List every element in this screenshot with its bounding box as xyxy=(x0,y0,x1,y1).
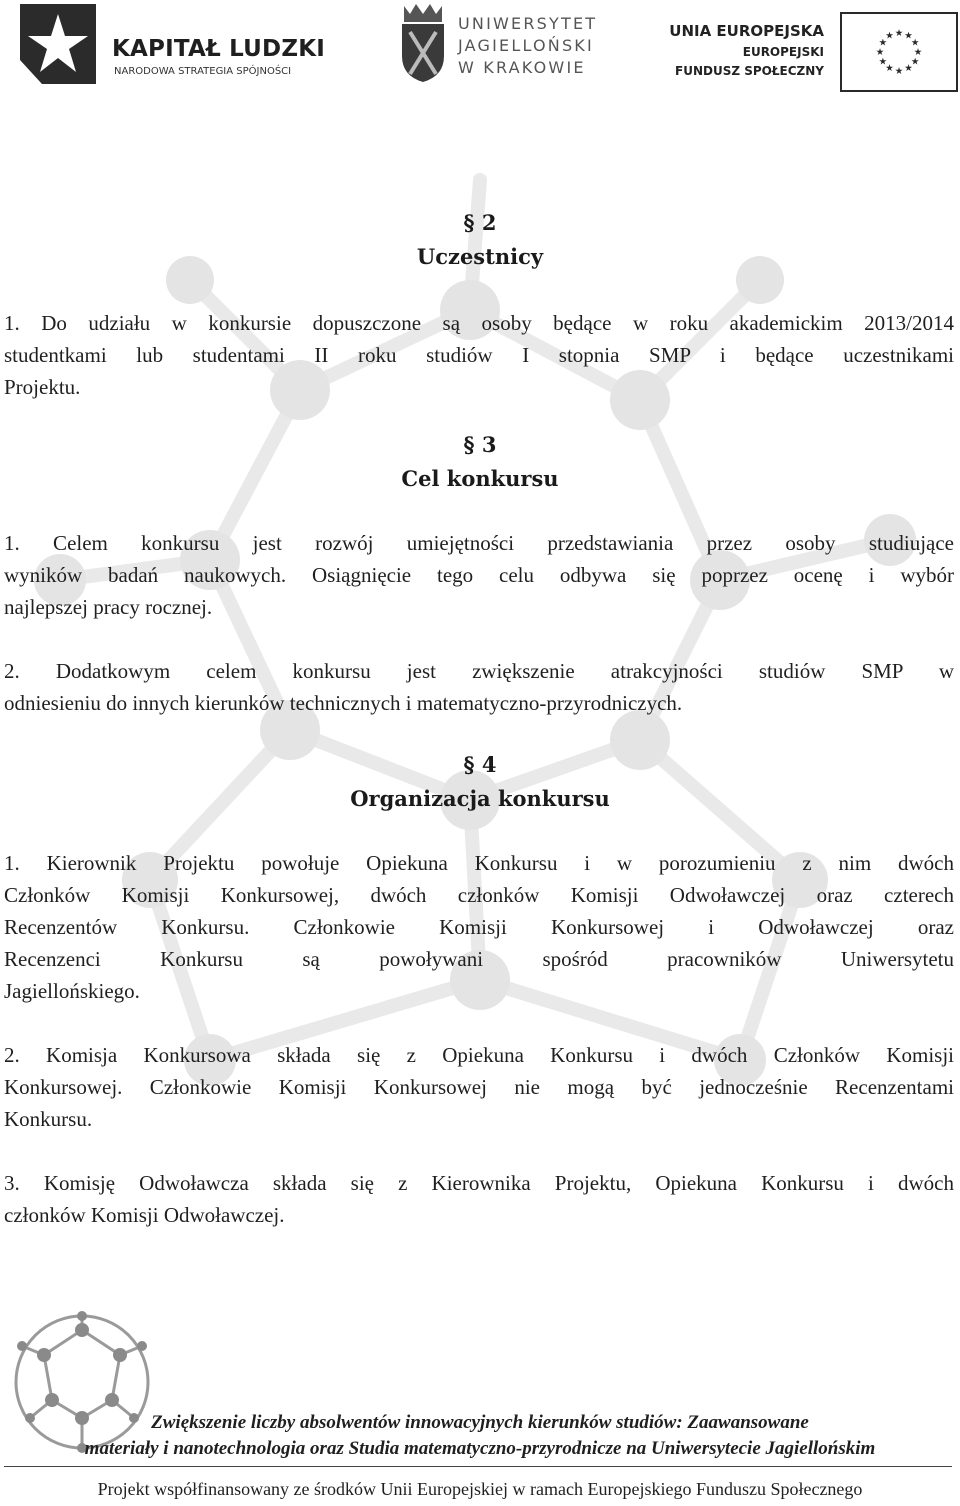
section-3-number: § 3 xyxy=(463,432,497,457)
text-line: 2. Komisja Konkursowa składa się z Opiekuna Konkursu i dwóch Członków Komisji xyxy=(4,1043,954,1067)
section-2-number-value: 2 xyxy=(481,210,497,235)
eu-line-3: FUNDUSZ SPOŁECZNY xyxy=(675,64,824,78)
svg-text:★: ★ xyxy=(878,56,888,68)
section-4-paragraph-1 xyxy=(4,847,954,1007)
text-line: Konkursowej. Członkowie Komisji Konkursowej nie mogą być jednocześnie Recenzentami xyxy=(4,1075,954,1099)
kapital-ludzki-star-icon xyxy=(20,4,96,84)
text-line: 3. Komisję Odwoławcza składa się z Kierownika Projektu, Opiekuna Konkursu i dwóch xyxy=(4,1171,954,1195)
text-line: Jagiellońskiego. xyxy=(4,979,140,1003)
footer-project-title-line-2: materiały i nanotechnologia oraz Studia matematyczno-przyrodnicze na Uniwersytecie Jagiellońskim xyxy=(84,1438,876,1459)
svg-text:★: ★ xyxy=(913,46,923,58)
section-2-number: § 2 xyxy=(463,210,497,235)
uj-crest-icon xyxy=(398,2,448,84)
text-line: Projektu. xyxy=(4,375,81,399)
text-line: odniesieniu do innych kierunków technicznych i matematyczno-przyrodniczych. xyxy=(4,691,683,715)
svg-text:★: ★ xyxy=(904,30,913,42)
kapital-ludzki-subtitle: NARODOWA STRATEGIA SPÓJNOŚCI xyxy=(114,66,292,77)
svg-text:★: ★ xyxy=(894,27,904,39)
section-4-paragraph-3 xyxy=(4,1167,954,1231)
text-line: Konkursu. xyxy=(4,1107,93,1131)
eu-flag-icon xyxy=(840,12,958,92)
text-line: Recenzentów Konkursu. Członkowie Komisji Konkursowej i Odwoławczej oraz xyxy=(4,915,954,939)
text-line: studentkami lub studentami II roku studiów I stopnia SMP i będące uczestnikami xyxy=(4,343,954,367)
text-line: członków Komisji Odwoławczej. xyxy=(4,1203,285,1227)
text-line: Członków Komisji Konkursowej, dwóch członków Komisji Odwoławczej oraz czterech xyxy=(4,883,954,907)
kapital-ludzki-logo xyxy=(20,4,325,84)
eu-efs-logo xyxy=(662,12,960,96)
uniwersytet-jagiellonski-logo xyxy=(398,2,598,84)
text-line: wyników badań naukowych. Osiągnięcie tego celu odbywa się poprzez ocenę i wybór xyxy=(4,563,954,587)
uj-name-line-3: W KRAKOWIE xyxy=(458,58,586,77)
section-3-title: Cel konkursu xyxy=(401,466,559,491)
uj-name-line-2: JAGIELLOŃSKI xyxy=(458,36,594,55)
text-line: Recenzenci Konkursu są powoływani spośród pracowników Uniwersytetu xyxy=(4,947,954,971)
uj-name-line-1: UNIWERSYTET xyxy=(458,14,598,33)
section-3-paragraph-2 xyxy=(4,655,954,719)
svg-text:★: ★ xyxy=(904,63,913,74)
svg-text:★: ★ xyxy=(885,30,894,42)
section-2-title: Uczestnicy xyxy=(416,244,544,269)
section-4-title: Organizacja konkursu xyxy=(350,786,610,811)
section-4-number: § 4 xyxy=(463,752,497,777)
section-3-number-value: 3 xyxy=(481,432,497,457)
text-line: 1. Celem konkursu jest rozwój umiejętności przedstawiania przez osoby studiujące xyxy=(4,531,954,555)
eu-line-2: EUROPEJSKI xyxy=(742,45,824,59)
section-2-paragraph-1 xyxy=(4,307,954,403)
text-line: najlepszej pracy rocznej. xyxy=(4,595,213,619)
svg-text:★: ★ xyxy=(885,63,894,74)
svg-text:★: ★ xyxy=(894,65,904,77)
svg-text:★: ★ xyxy=(910,56,920,68)
footer-project-title-line-1: Zwiększenie liczby absolwentów innowacyjnych kierunków studiów: Zaawansowane xyxy=(151,1412,809,1433)
text-line: 2. Dodatkowym celem konkursu jest zwiększenie atrakcyjności studiów SMP w xyxy=(4,659,954,683)
svg-text:★: ★ xyxy=(878,37,888,49)
text-line: 1. Do udziału w konkursie dopuszczone są osoby będące w roku akademickim 2013/2014 xyxy=(4,311,954,335)
section-4-number-value: 4 xyxy=(481,752,497,777)
footer-divider xyxy=(4,1466,952,1467)
eu-line-1: UNIA EUROPEJSKA xyxy=(669,22,824,40)
svg-text:★: ★ xyxy=(910,37,920,49)
text-line: 1. Kierownik Projektu powołuje Opiekuna Konkursu i w porozumieniu z nim dwóch xyxy=(4,851,954,875)
footer-cofunding-note: Projekt współfinansowany ze środków Unii Europejskiej w ramach Europejskiego Funduszu Społecznego xyxy=(97,1479,863,1499)
section-3-paragraph-1 xyxy=(4,527,954,623)
svg-text:★: ★ xyxy=(875,46,885,58)
section-4-paragraph-2 xyxy=(4,1039,954,1135)
kapital-ludzki-title: KAPITAŁ LUDZKI xyxy=(112,36,325,62)
